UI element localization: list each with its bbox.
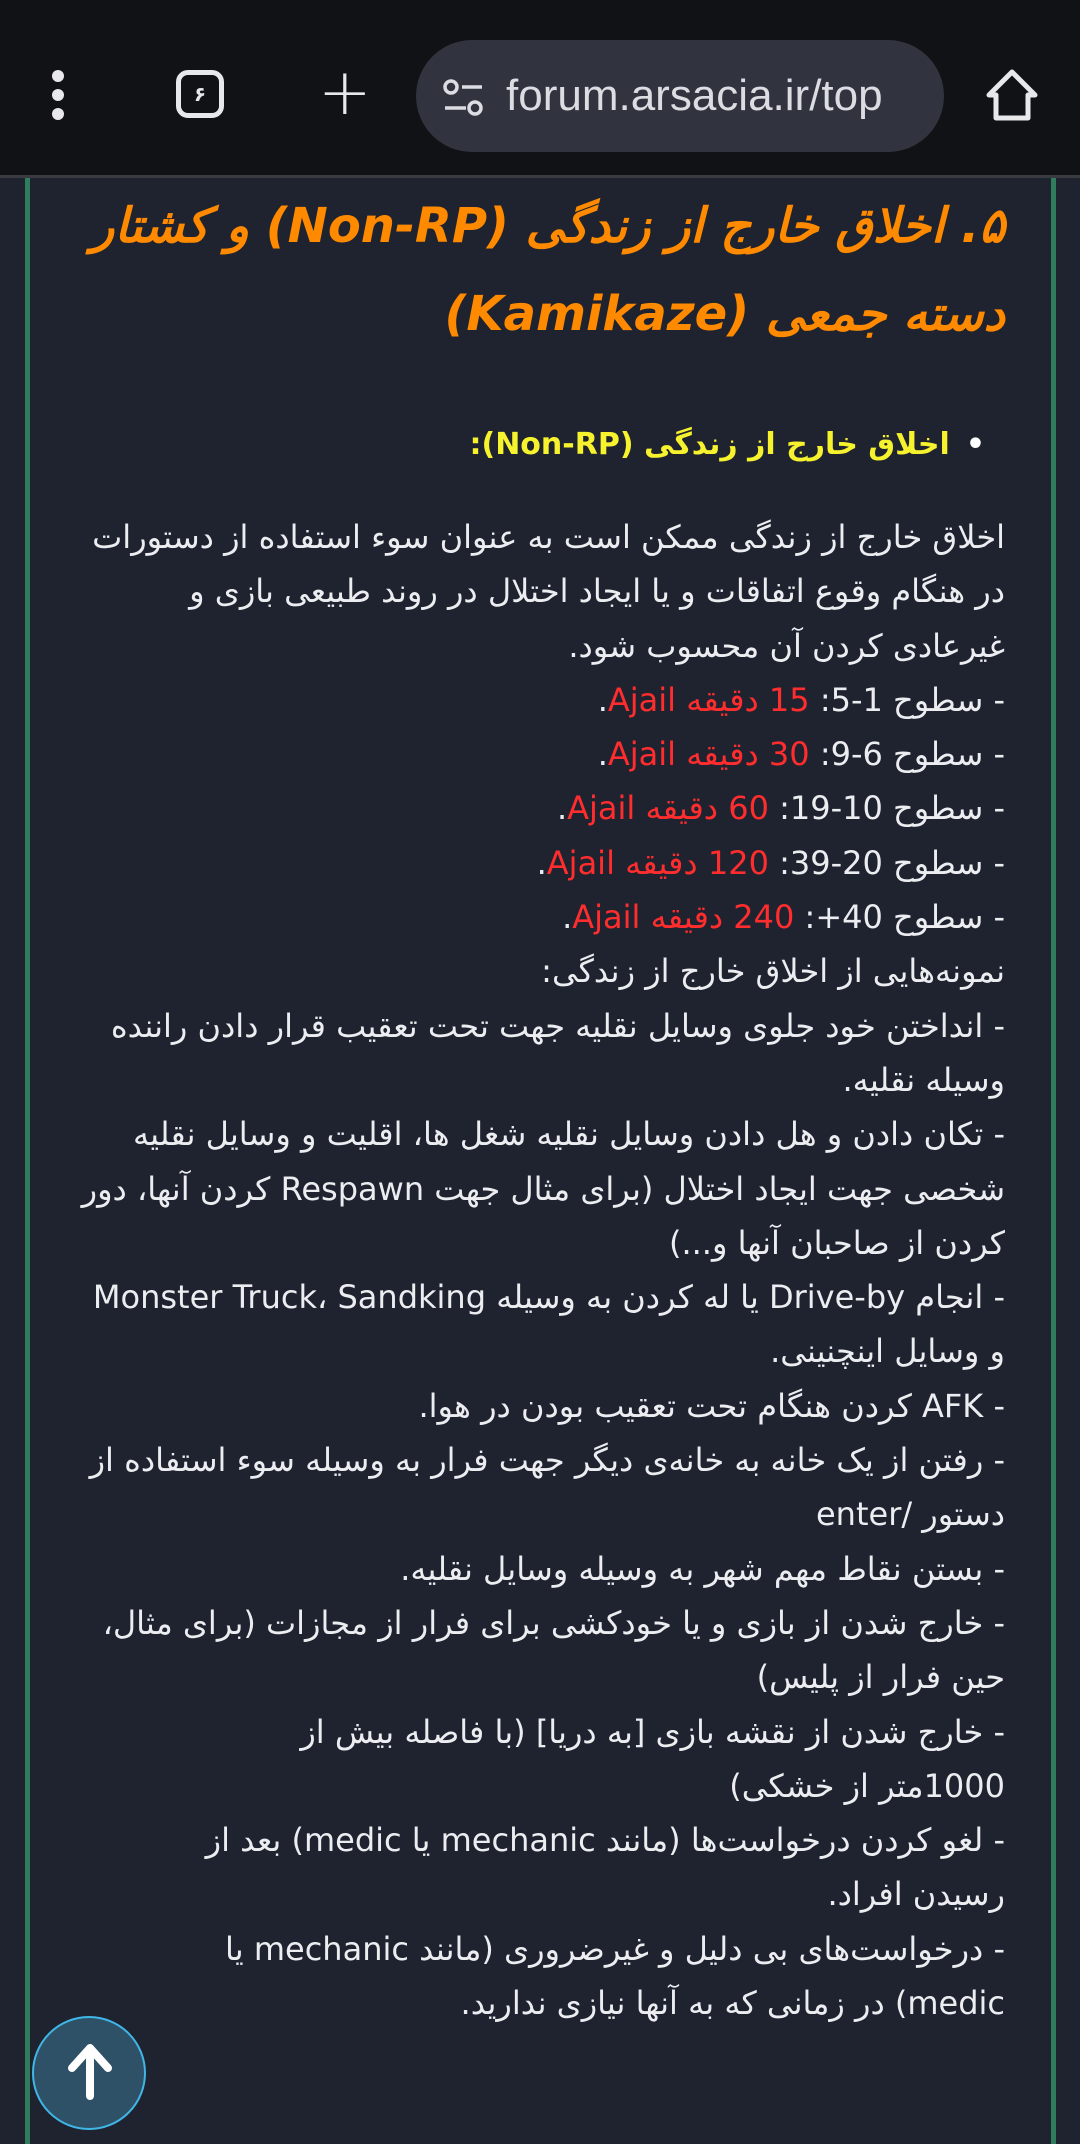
post-border-left xyxy=(1051,178,1056,2144)
section-heading: ۵. اخلاق خارج از زندگی (Non-RP) و کشتار دسته جمعی (Kamikaze) xyxy=(91,198,1005,342)
level-row: - سطوح 10-19: 60 دقیقه Ajail. xyxy=(556,789,1005,828)
example-item: - انجام Drive-by یا له کردن به وسیله Monster Truck، Sandking و وسایل اینچنینی. xyxy=(92,1278,1005,1371)
example-item: - AFK کردن هنگام تحت تعقیب بودن در هوا. xyxy=(418,1386,1005,1425)
level-row: - سطوح 1-5: 15 دقیقه Ajail. xyxy=(597,680,1005,719)
level-label: - سطوح 40+: xyxy=(794,898,1005,937)
post-border-right xyxy=(25,178,30,2144)
browser-toolbar xyxy=(0,0,1080,178)
examples-title: نمونه‌هایی از اخلاق خارج از زندگی: xyxy=(541,952,1005,991)
level-row: - سطوح 6-9: 30 دقیقه Ajail. xyxy=(597,735,1005,774)
post-content xyxy=(70,178,1005,2030)
arrow-up-icon xyxy=(67,2044,113,2100)
level-label: - سطوح 6-9: xyxy=(809,735,1005,774)
site-settings-icon[interactable] xyxy=(442,78,486,118)
example-item: - انداختن خود جلوی وسایل نقلیه جهت تحت تعقیب قرار دادن راننده وسیله نقلیه. xyxy=(110,1006,1005,1099)
new-tab-icon[interactable]: + xyxy=(318,56,372,130)
tab-switcher-button[interactable] xyxy=(176,70,224,118)
example-item: - خارج شدن از نقشه بازی [به دریا] (با فاصله بیش از 1000متر از خشکی) xyxy=(300,1712,1005,1805)
home-icon[interactable] xyxy=(985,68,1039,122)
example-item: - لغو کردن درخواست‌ها (مانند mechanic یا medic) بعد از رسیدن افراد. xyxy=(205,1821,1005,1914)
penalty: 15 دقیقه Ajail xyxy=(607,680,810,719)
example-item: - بستن نقاط مهم شهر به وسیله وسایل نقلیه. xyxy=(400,1549,1005,1588)
subheading-bullet: • اخلاق خارج از زندگی (Non-RP): xyxy=(70,420,985,470)
penalty: 240 دقیقه Ajail xyxy=(572,898,795,937)
example-item: - رفتن از یک خانه به خانه‌ی دیگر جهت فرار به وسیله سوء استفاده از دستور /enter xyxy=(89,1441,1005,1534)
address-bar[interactable] xyxy=(416,40,944,152)
level-row: - سطوح 40+: 240 دقیقه Ajail. xyxy=(562,898,1005,937)
level-label: - سطوح 20-39: xyxy=(768,843,1005,882)
level-label: - سطوح 10-19: xyxy=(768,789,1005,828)
example-item: - درخواست‌های بی دلیل و غیرضروری (مانند mechanic یا medic) در زمانی که به آنها نیازی ندارید. xyxy=(225,1929,1005,2023)
url-text[interactable]: forum.arsacia.ir/top xyxy=(506,71,883,120)
scroll-to-top-button[interactable] xyxy=(32,2016,146,2130)
level-row: - سطوح 20-39: 120 دقیقه Ajail. xyxy=(536,843,1005,882)
penalty: 60 دقیقه Ajail xyxy=(567,789,769,828)
example-item: - خارج شدن از بازی و یا خودکشی برای فرار از مجازات (برای مثال، حین فرار از پلیس) xyxy=(102,1603,1005,1697)
level-label: - سطوح 1-5: xyxy=(809,680,1005,719)
intro-paragraph: اخلاق خارج از زندگی ممکن است به عنوان سوء استفاده از دستورات در هنگام وقوع اتفاقات و یا ایجاد اختلال در روند طبیعی بازی و غیرعادی کردن آن محسوب شود. xyxy=(92,518,1005,665)
example-item: - تکان دادن و هل دادن وسایل نقلیه شغل ها، اقلیت و وسایل نقلیه شخصی جهت ایجاد اختلال (برای مثال جهت Respawn کردن آنها، دور کردن از صاحبان آنها و...) xyxy=(81,1115,1005,1262)
penalty: 30 دقیقه Ajail xyxy=(607,735,810,774)
tab-count: ۶ xyxy=(193,82,207,106)
penalty: 120 دقیقه Ajail xyxy=(546,843,769,882)
more-menu-icon[interactable] xyxy=(52,70,68,127)
rule-text xyxy=(70,510,1005,2030)
